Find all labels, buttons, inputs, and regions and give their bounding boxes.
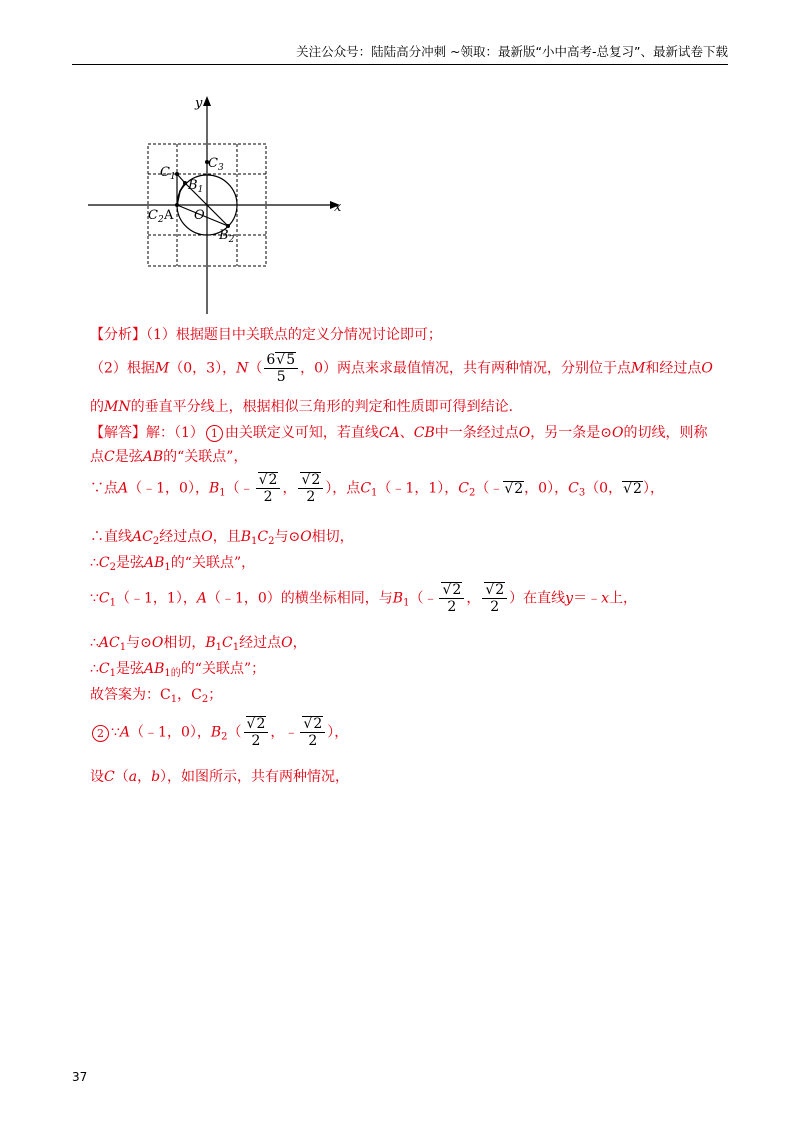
page-header: 关注公众号：陆陆高分冲刺 ~领取：最新版“小中高考-总复习”、最新试卷下载 [72, 40, 728, 65]
page-number: 37 [72, 1070, 88, 1084]
solution-line-1: 【解答】解：（1） 1 由关联定义可知，若直线CA、CB中一条经过点O，另一条是⊙O的切线，则称 [90, 425, 708, 441]
solution-line-4: ∴直线$AC_2$经过点O，且$B_1C_2$与⊙O相切， [90, 529, 354, 547]
solution-line-9: 故答案为：$C_1$，$C_2$； [90, 687, 223, 705]
solution-line-3: ∵点A（﹣1，0），$B_1(﹣$ √ $\frac{2}{2}$ ， √ $\frac{2}{2}$ ），点$C_1(﹣1$，1），$C_2(﹣√$ 2，0），$C_3(0$，√ 2）， [90, 472, 664, 505]
solution-line-8: $\therefore C_1$是弦$AB_{1的}$的“关联点”； [90, 661, 266, 679]
x-label: x [334, 200, 342, 215]
analysis-line-3: 的MN的垂直平分线上，根据相似三角形的判定和性质即可得到结论． [90, 399, 523, 415]
c1-label: $C_1$ [160, 165, 176, 182]
y-arrow-icon [203, 96, 211, 106]
c3-label: $C_3$ [208, 156, 224, 173]
solution-line-10: 2 ∵A（﹣1，0），$B_2$（ √ $\frac{2}{2}$ ，﹣ √ $\frac{2}{2}$ ）， [90, 716, 348, 749]
o-label: O [194, 208, 205, 223]
arc-ab1 [177, 183, 185, 205]
analysis-line-2: （2）根据M（0，3），N（ $\frac{6√ 5}{5}$ ，0）两点来求最值情况，共有两种情况，分别位于点M和经过点O [90, 352, 713, 385]
solution-line-2: 点C是弦AB的“关联点”， [90, 449, 248, 465]
b2-label: $B_2$ [219, 228, 235, 245]
b1-label: $B_1$ [188, 178, 204, 195]
analysis-line-1: 【分析】（1）根据题目中关联点的定义分情况讨论即可； [90, 327, 442, 343]
fraction-6root5-over-5: $\frac{6√ 5}{5}$ [264, 352, 298, 385]
solution-line-7: $\therefore AC_1$与⊙O相切，$B_1C_1$经过点O， [90, 635, 307, 653]
solution-line-5: $\therefore C_2$是弦$AB_1$的“关联点”， [90, 555, 256, 573]
solution-line-11: 设C（a，b），如图所示，共有两种情况， [90, 769, 350, 785]
y-label: y [195, 96, 203, 111]
a-label: A [164, 208, 174, 223]
coordinate-figure [88, 92, 348, 318]
solution-line-6: $\because C_1(﹣1$，1），A（﹣1，0）的横坐标相同，与$B_1(﹣$ √ $\frac{2}{2}$ ， √ $\frac{2}{2}$ ）在直线y＝﹣x上， [90, 582, 637, 615]
point-a [175, 203, 179, 207]
c2-label: $C_2$ [148, 208, 164, 225]
point-b1 [183, 181, 187, 185]
